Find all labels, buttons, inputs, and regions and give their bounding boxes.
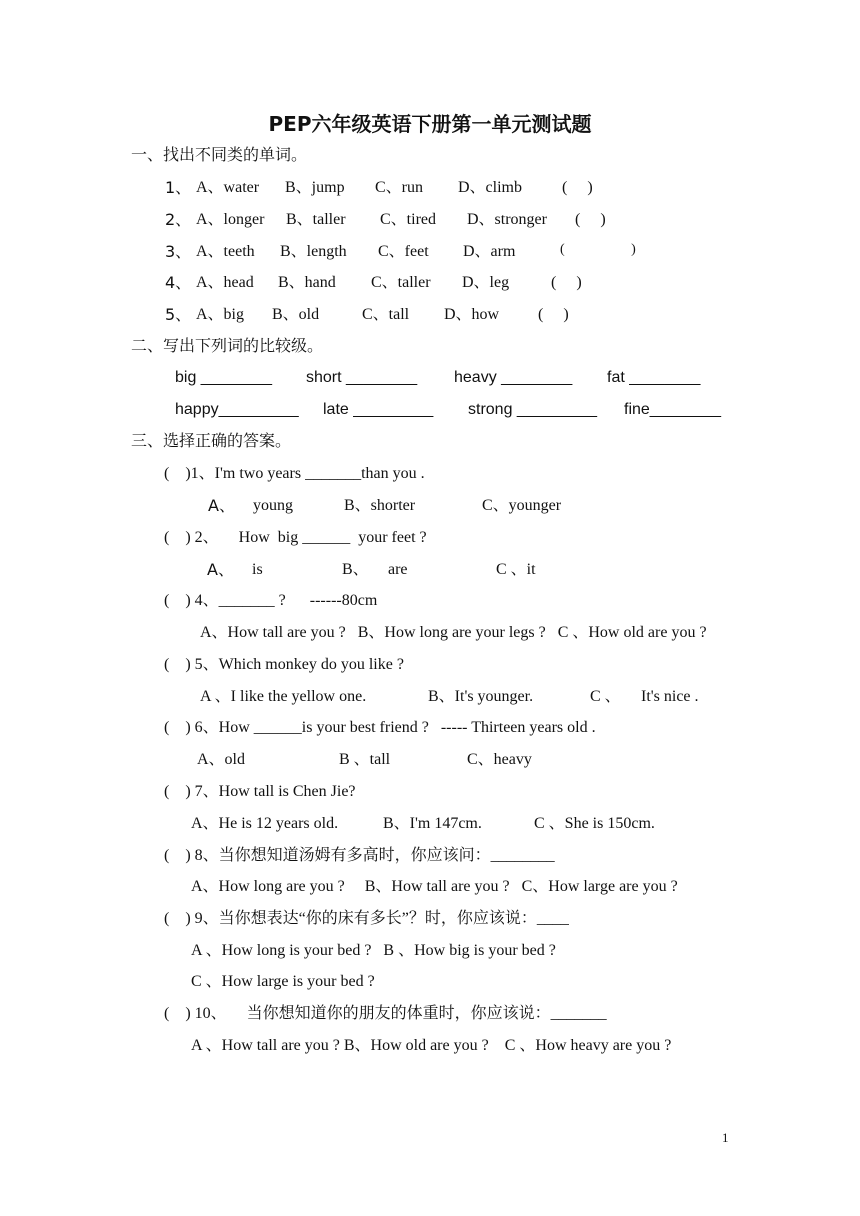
answer-blank: ( ): [551, 274, 582, 291]
option-label: B、: [342, 561, 369, 578]
item-number: 4、: [165, 273, 192, 292]
item-number: 3、: [165, 242, 192, 261]
option-d: D、how: [444, 306, 500, 323]
section2-heading: 二、写出下列词的比较级。: [131, 338, 324, 355]
answer-blank: ( ): [562, 179, 593, 196]
page-title: PEP六年级英语下册第一单元测试题: [268, 112, 592, 136]
answer-blank: ( ): [575, 211, 606, 228]
option-a: A、longer: [196, 211, 265, 228]
option-text: A、He is 12 years old.: [191, 815, 339, 832]
option-text: C、heavy: [467, 751, 532, 768]
option-text: C、younger: [482, 497, 562, 514]
question-4-options: A、How tall are you ? B、How long are your legs ? C 、How old are you ?: [200, 624, 707, 641]
option-b: B、old: [272, 306, 320, 323]
option-c: C、tired: [380, 211, 436, 228]
option-text: A 、I like the yellow one.: [200, 688, 367, 705]
answer-blank: ( ): [538, 306, 569, 323]
option-d: D、arm: [463, 243, 516, 260]
question-8: ( ) 8、当你想知道汤姆有多高时，你应该问：________: [164, 847, 555, 864]
option-a: A、teeth: [196, 243, 255, 260]
option-text: B、shorter: [344, 497, 416, 514]
option-b: B、taller: [286, 211, 346, 228]
option-c: C、feet: [378, 243, 429, 260]
option-a: A、head: [196, 274, 254, 291]
question-8-options: A、How long are you ? B、How tall are you ? C、How large are you ?: [191, 878, 678, 895]
question-10-options: A 、How tall are you ? B、How old are you ? C 、How heavy are you ?: [191, 1037, 672, 1054]
option-text: C 、it: [496, 561, 536, 578]
option-text: B 、tall: [339, 751, 391, 768]
option-label: A、: [208, 496, 235, 515]
comparative-blank[interactable]: short ________: [306, 369, 418, 386]
question-9-options-2: C 、How large is your bed ?: [191, 973, 375, 990]
option-text: B、I'm 147cm.: [383, 815, 482, 832]
section1-heading: 一、找出不同类的单词。: [131, 147, 308, 164]
option-text: is: [252, 561, 263, 578]
option-d: D、stronger: [467, 211, 547, 228]
item-number: 2、: [165, 210, 192, 229]
question-9-options: A 、How long is your bed ? B 、How big is your bed ?: [191, 942, 556, 959]
question-4: ( ) 4、_______ ? ------80cm: [164, 592, 378, 609]
question-7: ( ) 7、How tall is Chen Jie?: [164, 783, 356, 800]
option-label: C 、: [590, 688, 621, 705]
item-number: 5、: [165, 305, 192, 324]
comparative-blank[interactable]: fine________: [624, 401, 721, 418]
option-b: B、hand: [278, 274, 336, 291]
comparative-blank[interactable]: late _________: [323, 401, 434, 418]
question-1: ( )1、I'm two years _______than you .: [164, 465, 425, 482]
section3-heading: 三、选择正确的答案。: [131, 433, 292, 450]
option-text: are: [388, 561, 408, 578]
comparative-blank[interactable]: fat ________: [607, 369, 701, 386]
option-text: It's nice .: [641, 688, 699, 705]
option-text: C 、She is 150cm.: [534, 815, 655, 832]
option-d: D、leg: [462, 274, 510, 291]
page-number: 1: [722, 1130, 729, 1145]
option-b: B、jump: [285, 179, 345, 196]
question-9: ( ) 9、当你想表达“你的床有多长”？时，你应该说：____: [164, 910, 569, 927]
option-c: C、taller: [371, 274, 431, 291]
option-text: B、It's younger.: [428, 688, 534, 705]
option-d: D、climb: [458, 179, 522, 196]
option-text: A、old: [197, 751, 246, 768]
answer-blank: ( ): [560, 242, 636, 257]
comparative-blank[interactable]: happy_________: [175, 401, 299, 418]
option-a: A、water: [196, 179, 260, 196]
question-2: ( ) 2、 How big ______ your feet ?: [164, 529, 427, 546]
option-label: A、: [207, 560, 234, 579]
question-5: ( ) 5、Which monkey do you like ?: [164, 656, 404, 673]
option-c: C、run: [375, 179, 424, 196]
option-b: B、length: [280, 243, 347, 260]
question-10: ( ) 10、 当你想知道你的朋友的体重时，你应该说：_______: [164, 1005, 607, 1022]
option-text: young: [253, 497, 293, 514]
comparative-blank[interactable]: big ________: [175, 369, 272, 386]
item-number: 1、: [165, 178, 192, 197]
option-c: C、tall: [362, 306, 410, 323]
comparative-blank[interactable]: heavy ________: [454, 369, 573, 386]
comparative-blank[interactable]: strong _________: [468, 401, 597, 418]
question-6: ( ) 6、How ______is your best friend ? ----- Thirteen years old .: [164, 719, 596, 736]
option-a: A、big: [196, 306, 245, 323]
